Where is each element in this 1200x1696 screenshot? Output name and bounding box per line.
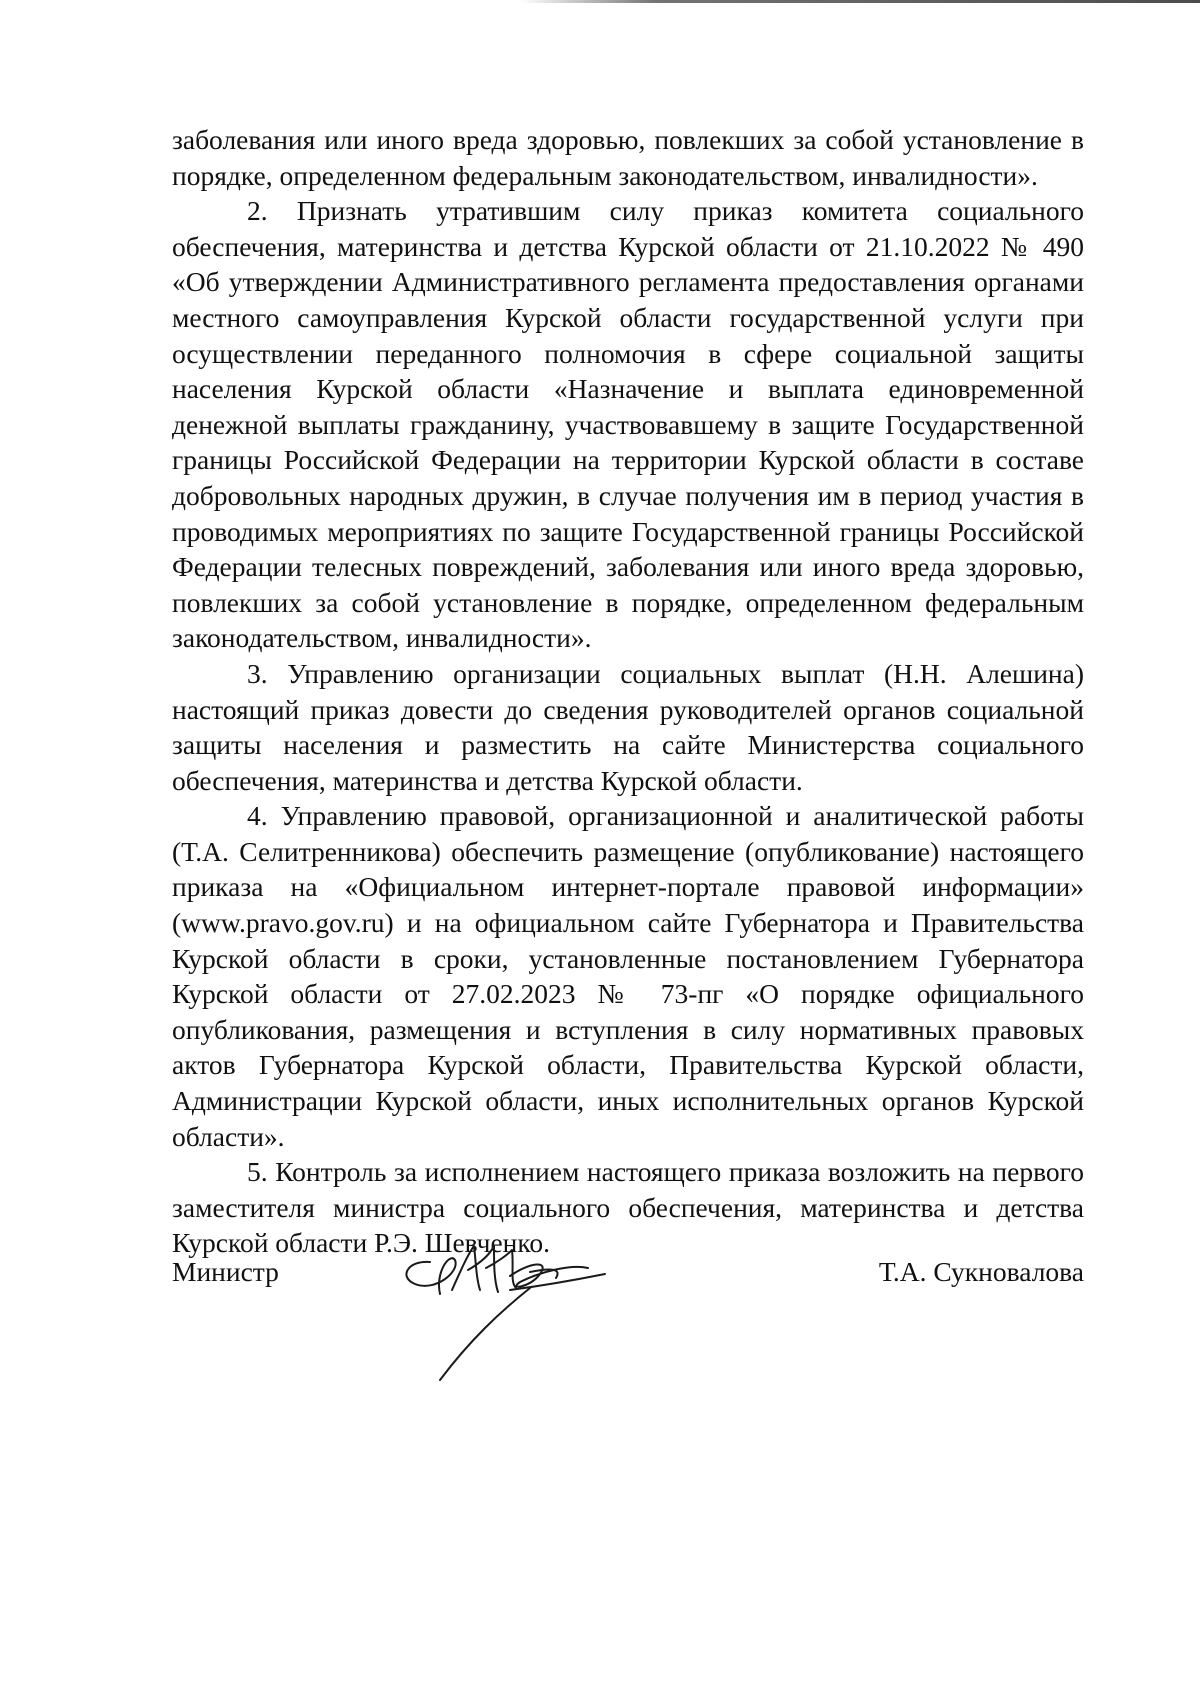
scan-edge-line <box>520 0 1200 3</box>
paragraph-item-5: 5. Контроль за исполнением настоящего приказа возложить на первого заместителя министра социального обеспечения, материнства и детства Курской области Р.Э. Шевченко. <box>172 1156 1084 1259</box>
handwritten-signature-icon <box>390 1232 650 1402</box>
signer-title: Министр <box>172 1256 279 1287</box>
paragraph-item-2: 2. Признать утратившим силу приказ комитета социального обеспечения, материнства и детства Курской области от 21.10.2022 № 490 «Об утверждении Административного регламента предоставления органами местного самоуправления Курской области государственной услуги при осуществлении переданного полномочия в сфере социальной защиты населения Курской области «Назначение и выплата единовременной денежной выплаты гражданину, участвовавшему в защите Государственной границы Российской Федерации на территории Курской области в составе добровольных народных дружин, в случае получения им в период участия в проводимых мероприятиях по защите Государственной границы Российской Федерации телесных повреждений, заболевания или иного вреда здоровью, повлекших за собой установление в порядке, определенном федеральным законодательством, инвалидности». <box>172 195 1084 654</box>
paragraph-item-3: 3. Управлению организации социальных выплат (Н.Н. Алешина) настоящий приказ довести до сведения руководителей органов социальной защиты населения и разместить на сайте Министерства социального обеспечения, материнства и детства Курской области. <box>172 657 1084 796</box>
document-body <box>172 122 1084 1261</box>
paragraph-item-4: 4. Управлению правовой, организационной и аналитической работы (Т.А. Селитренникова) обеспечить размещение (опубликование) настоящего приказа на «Официальном интернет-портале правовой информации» (www.pravo.gov.ru) и на официальном сайте Губернатора и Правительства Курской области в сроки, установленные постановлением Губернатора Курской области от 27.02.2023 № 73-пг «О порядке официального опубликования, размещения и вступления в силу нормативных правовых актов Губернатора Курской области, Правительства Курской области, Администрации Курской области, иных исполнительных органов Курской области». <box>172 800 1084 1152</box>
paragraph-continuation: заболевания или иного вреда здоровью, повлекших за собой установление в порядке, определенном федеральным законодательством, инвалидности». <box>172 124 1084 191</box>
signer-name: Т.А. Сукновалова <box>878 1256 1084 1287</box>
